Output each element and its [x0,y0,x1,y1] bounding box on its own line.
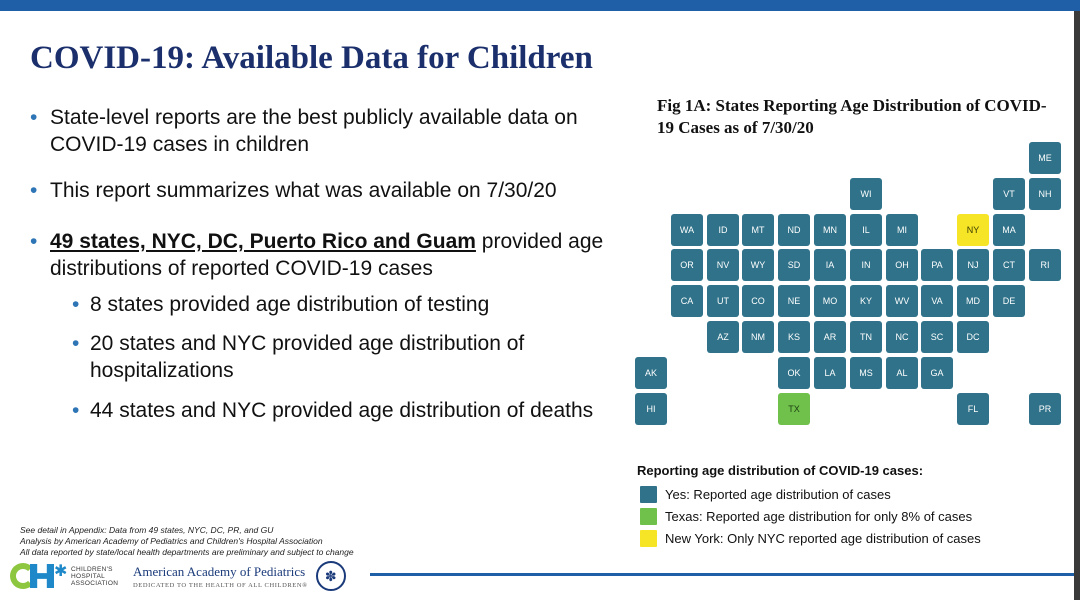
state-tile-il: IL [850,214,882,246]
state-tile-nv: NV [707,249,739,281]
legend-swatch [640,486,657,503]
state-tile-nh: NH [1029,178,1061,210]
state-tile-ne: NE [778,285,810,317]
state-tile-md: MD [957,285,989,317]
state-tile-wy: WY [742,249,774,281]
legend-item [637,483,1057,505]
state-tile-sc: SC [921,321,953,353]
state-tile-nc: NC [886,321,918,353]
state-tile-ia: IA [814,249,846,281]
state-tile-oh: OH [886,249,918,281]
bullet-dot-icon: • [30,106,38,129]
state-tile-mo: MO [814,285,846,317]
state-tile-ut: UT [707,285,739,317]
state-tile-me: ME [1029,142,1061,174]
bullet-dot-icon: • [30,179,38,202]
state-tile-de: DE [993,285,1025,317]
sub-bullet-text: 8 states provided age distribution of testing [90,293,490,316]
bullet-text: This report summarizes what was available on 7/30/20 [50,179,557,202]
state-tile-mn: MN [814,214,846,246]
top-accent-bar [0,0,1080,11]
bullet-highlight: 49 states, NYC, DC, Puerto Rico and Guam [50,230,476,253]
state-tile-mi: MI [886,214,918,246]
state-tile-dc: DC [957,321,989,353]
state-tile-la: LA [814,357,846,389]
aap-seal-icon: ✽ [316,561,346,591]
state-tile-ks: KS [778,321,810,353]
state-tile-ri: RI [1029,249,1061,281]
legend-label: Yes: Reported age distribution of cases [665,486,891,502]
cha-logo-icon: ✱ [10,561,66,591]
window-edge [1074,11,1080,600]
aap-tagline: DEDICATED TO THE HEALTH OF ALL CHILDREN® [133,581,308,589]
legend-swatch [640,508,657,525]
state-tile-mt: MT [742,214,774,246]
footnote: Analysis by American Academy of Pediatrics and Children's Hospital Association [20,536,323,546]
state-tile-pa: PA [921,249,953,281]
state-tile-ca: CA [671,285,703,317]
state-tile-hi: HI [635,393,667,425]
figure-title: Fig 1A: States Reporting Age Distribution of COVID-19 Cases as of 7/30/20 [657,96,1047,137]
state-tile-sd: SD [778,249,810,281]
state-tile-ma: MA [993,214,1025,246]
state-tile-tx: TX [778,393,810,425]
state-tile-id: ID [707,214,739,246]
footnote: See detail in Appendix: Data from 49 states, NYC, DC, PR, and GU [20,525,274,535]
legend-label: Texas: Reported age distribution for only 8% of cases [665,508,973,524]
state-tile-or: OR [671,249,703,281]
bullet-item [30,177,557,204]
bullet-text: State-level reports are the best publicly available data on COVID-19 cases in children [50,106,578,156]
cha-logo-text: CHILDREN'S HOSPITAL ASSOCIATION [71,565,119,587]
sub-bullet-item [72,330,612,384]
state-tile-ak: AK [635,357,667,389]
footnote: All data reported by state/local health departments are preliminary and subject to change [20,547,354,557]
state-tile-az: AZ [707,321,739,353]
state-tile-ar: AR [814,321,846,353]
slide-title: COVID-19: Available Data for Children [30,40,593,76]
state-tile-wv: WV [886,285,918,317]
state-tile-ky: KY [850,285,882,317]
state-tile-al: AL [886,357,918,389]
footer-rule [370,573,1074,576]
bullet-dot-icon: • [72,293,80,316]
sub-bullet-item [72,291,612,318]
state-tile-ga: GA [921,357,953,389]
bullet-item [30,104,620,158]
bullet-dot-icon: • [72,332,80,355]
state-tile-ct: CT [993,249,1025,281]
state-tile-ok: OK [778,357,810,389]
legend-item [637,505,1057,527]
state-tile-vt: VT [993,178,1025,210]
state-tile-nj: NJ [957,249,989,281]
state-tile-co: CO [742,285,774,317]
aap-logo [133,564,308,589]
state-tile-va: VA [921,285,953,317]
bullet-dot-icon: • [72,399,80,422]
map-legend [637,463,1057,549]
legend-item [637,527,1057,549]
bullet-dot-icon: • [30,230,38,253]
aap-name: American Academy of Pediatrics [133,563,306,579]
bullet-rest: provided age distributions of reported COVID-19 cases [50,230,604,280]
legend-swatch [640,530,657,547]
legend-title: Reporting age distribution of COVID-19 cases: [637,463,924,478]
state-tile-wa: WA [671,214,703,246]
state-tile-ms: MS [850,357,882,389]
state-tile-ny: NY [957,214,989,246]
sponsor-logos [10,558,346,594]
sub-bullet-text: 20 states and NYC provided age distribution of hospitalizations [90,332,525,382]
state-tile-pr: PR [1029,393,1061,425]
legend-label: New York: Only NYC reported age distribution of cases [665,530,981,546]
state-tile-in: IN [850,249,882,281]
bullet-text [30,228,620,282]
bullet-item [30,228,620,282]
state-tile-wi: WI [850,178,882,210]
sub-bullet-item [72,397,612,424]
footnotes [20,525,354,558]
sub-bullet-text: 44 states and NYC provided age distribution of deaths [90,399,594,422]
state-tile-tn: TN [850,321,882,353]
state-tile-nd: ND [778,214,810,246]
state-tile-nm: NM [742,321,774,353]
state-tile-fl: FL [957,393,989,425]
